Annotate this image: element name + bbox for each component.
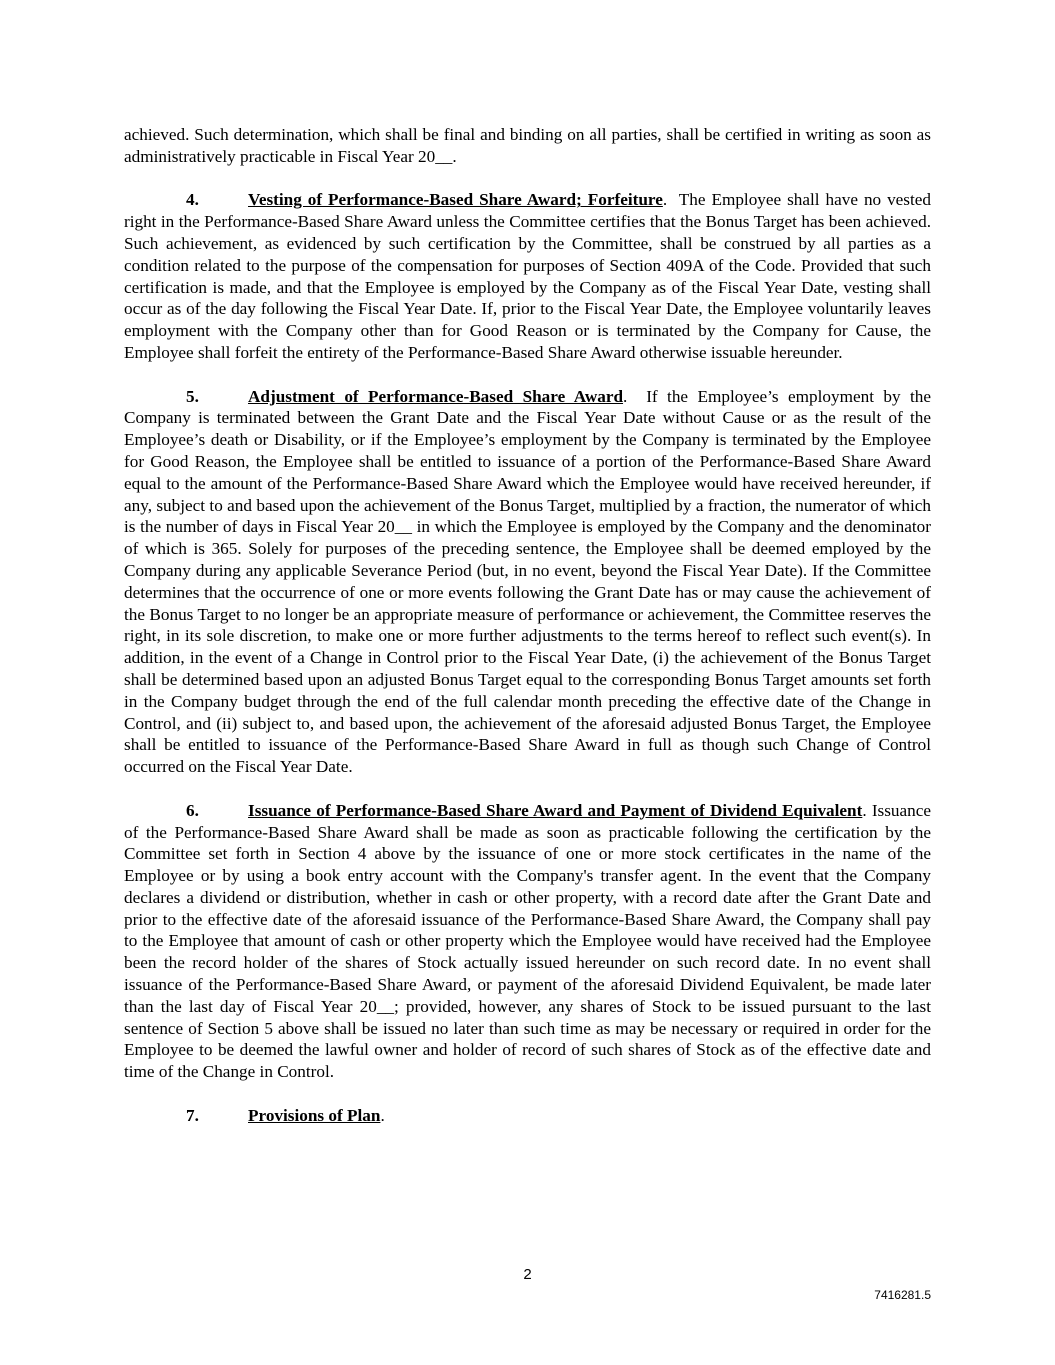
- section-6-heading: Issuance of Performance-Based Share Award and Payment of Dividend Equivalent: [248, 800, 863, 820]
- section-4-heading: Vesting of Performance-Based Share Award; Forfeiture: [248, 190, 663, 210]
- document-body: [124, 124, 931, 1148]
- section-5-text: If the Employee’s employment by the Company is terminated between the Grant Date and the Fiscal Year Date without Cause or as the result of the Employee’s death or Disability, or if the Employee’s employment by the Company is terminated by the Employee for Good Reason, the Employee shall be entitled to issuance of a portion of the Performance-Based Share Award equal to the amount of the Performance-Based Share Award which the Employee would have received hereunder, if any, subject to and based upon the achievement of the Bonus Target, multiplied by a fraction, the numerator of which is the number of days in Fiscal Year 20__ in which the Employee is employed by the Company and the denominator of which is 365. Solely for purposes of the preceding sentence, the Employee shall be deemed employed by the Company during any applicable Severance Period (but, in no event, beyond the Fiscal Year Date). If the Committee determines that the occurrence of one or more events following the Grant Date has or may cause the achievement of the Bonus Target to no longer be an appropriate measure of performance or achievement, the Committee reserves the right, in its sole discretion, to make one or more further adjustments to the terms hereof to reflect such event(s). In addition, in the event of a Change in Control prior to the Fiscal Year Date, (i) the achievement of the Bonus Target shall be determined based upon an adjusted Bonus Target equal to the corresponding Bonus Target amounts set forth in the Company budget through the end of the full calendar month preceding the effective date of the Change in Control, and (ii) subject to, and based upon, the achievement of the aforesaid adjusted Bonus Target, the Employee shall be entitled to issuance of the Performance-Based Share Award in full as though such Change of Control occurred on the Fiscal Year Date.: [124, 386, 931, 777]
- intro-paragraph: [124, 124, 931, 168]
- section-5-number: 5.: [186, 386, 199, 406]
- document-id: 7416281.5: [874, 1288, 931, 1302]
- section-6-number: 6.: [186, 800, 199, 820]
- section-4-text: The Employee shall have no vested right in the Performance-Based Share Award unless the Committee certifies that the Bonus Target has been achieved. Such achievement, as evidenced by such certification by the Committee, shall be construed by all parties as a condition related to the purpose of the compensation for purposes of Section 409A of the Code. Provided that such certification is made, and that the Employee is employed by the Company as of the Fiscal Year Date, vesting shall occur as of the day following the Fiscal Year Date. If, prior to the Fiscal Year Date, the Employee voluntarily leaves employment with the Company other than for Good Reason or is terminated by the Company for Cause, the Employee shall forfeit the entirety of the Performance-Based Share Award otherwise issuable hereunder.: [124, 190, 931, 362]
- section-5-heading: Adjustment of Performance-Based Share Award: [248, 386, 624, 406]
- section-5: 5. Adjustment of Performance-Based Share Award. If the Employee’s employment by the Company is terminated between the Grant Date and the Fiscal Year Date without Cause or as the result of the Employee’s death or Disability, or if the Employee’s employment by the Company is terminated by the Employee for Good Reason, the Employee shall be entitled to issuance of a portion of the Performance-Based Share Award equal to the amount of the Performance-Based Share Award which the Employee would have received hereunder, if any, subject to and based upon the achievement of the Bonus Target, multiplied by a fraction, the numerator of which is the number of days in Fiscal Year 20__ in which the Employee is employed by the Company and the denominator of which is 365. Solely for purposes of the preceding sentence, the Employee shall be deemed employed by the Company during any applicable Severance Period (but, in no event, beyond the Fiscal Year Date). If the Committee determines that the occurrence of one or more events following the Grant Date has or may cause the achievement of the Bonus Target to no longer be an appropriate measure of performance or achievement, the Committee reserves the right, in its sole discretion, to make one or more further adjustments to the terms hereof to reflect such event(s). In addition, in the event of a Change in Control prior to the Fiscal Year Date, (i) the achievement of the Bonus Target shall be determined based upon an adjusted Bonus Target equal to the corresponding Bonus Target amounts set forth in the Company budget through the end of the full calendar month preceding the effective date of the Change in Control, and (ii) subject to, and based upon, the achievement of the aforesaid adjusted Bonus Target, the Employee shall be entitled to issuance of the Performance-Based Share Award in full as though such Change of Control occurred on the Fiscal Year Date.: [124, 386, 931, 777]
- intro-text: achieved. Such determination, which shall be final and binding on all parties, shall be certified in writing as soon as administratively practicable in Fiscal Year 20__.: [124, 125, 931, 166]
- section-7-number: 7.: [186, 1105, 199, 1125]
- section-6: 6. Issuance of Performance-Based Share Award and Payment of Dividend Equivalent. Issuance of the Performance-Based Share Award shall be made as soon as practicable following the certification by the Committee set forth in Section 4 above by the issuance of one or more stock certificates in the name of the Employee or by using a book entry account with the Company's transfer agent. In the event that the Company declares a dividend or distribution, whether in cash or other property, with a record date after the Grant Date and prior to the effective date of the aforesaid issuance of the Performance-Based Share Award, the Company shall pay to the Employee that amount of cash or other property which the Employee would have received had the Employee been the record holder of the shares of Stock actually issued hereunder on such record date. In no event shall issuance of the Performance-Based Share Award, or payment of the aforesaid Dividend Equivalent, be made later than the last day of Fiscal Year 20__; provided, however, any shares of Stock to be issued pursuant to the last sentence of Section 5 above shall be issued no later than such time as may be necessary or required in order for the Employee to be deemed the lawful owner and holder of record of such shares of Stock as of the effective date and time of the Change in Control.: [124, 800, 932, 1082]
- section-4: 4. Vesting of Performance-Based Share Award; Forfeiture. The Employee shall have no vested right in the Performance-Based Share Award unless the Committee certifies that the Bonus Target has been achieved. Such achievement, as evidenced by such certification by the Committee, shall be construed by all parties as a condition related to the purpose of the compensation for purposes of Section 409A of the Code. Provided that such certification is made, and that the Employee is employed by the Company as of the Fiscal Year Date, vesting shall occur as of the day following the Fiscal Year Date. If, prior to the Fiscal Year Date, the Employee voluntarily leaves employment with the Company other than for Good Reason or is terminated by the Company for Cause, the Employee shall forfeit the entirety of the Performance-Based Share Award otherwise issuable hereunder.: [124, 190, 931, 362]
- page-number: 2: [523, 1266, 532, 1283]
- section-7-heading: Provisions of Plan: [248, 1105, 381, 1125]
- section-4-number: 4.: [186, 190, 199, 210]
- section-6-text: Issuance of the Performance-Based Share Award shall be made as soon as practicable following the certification by the Committee set forth in Section 4 above by the issuance of one or more stock certificates in the name of the Employee or by using a book entry account with the Company's transfer agent. In the event that the Company declares a dividend or distribution, whether in cash or other property, with a record date after the Grant Date and prior to the effective date of the aforesaid issuance of the Performance-Based Share Award, the Company shall pay to the Employee that amount of cash or other property which the Employee would have received had the Employee been the record holder of the shares of Stock actually issued hereunder on such record date. In no event shall issuance of the Performance-Based Share Award, or payment of the aforesaid Dividend Equivalent, be made later than the last day of Fiscal Year 20__; provided, however, any shares of Stock to be issued pursuant to the last sentence of Section 5 above shall be issued no later than such time as may be necessary or required in order for the Employee to be deemed the lawful owner and holder of record of such shares of Stock as of the effective date and time of the Change in Control.: [124, 800, 932, 1082]
- section-7: 7. Provisions of Plan.: [186, 1105, 385, 1125]
